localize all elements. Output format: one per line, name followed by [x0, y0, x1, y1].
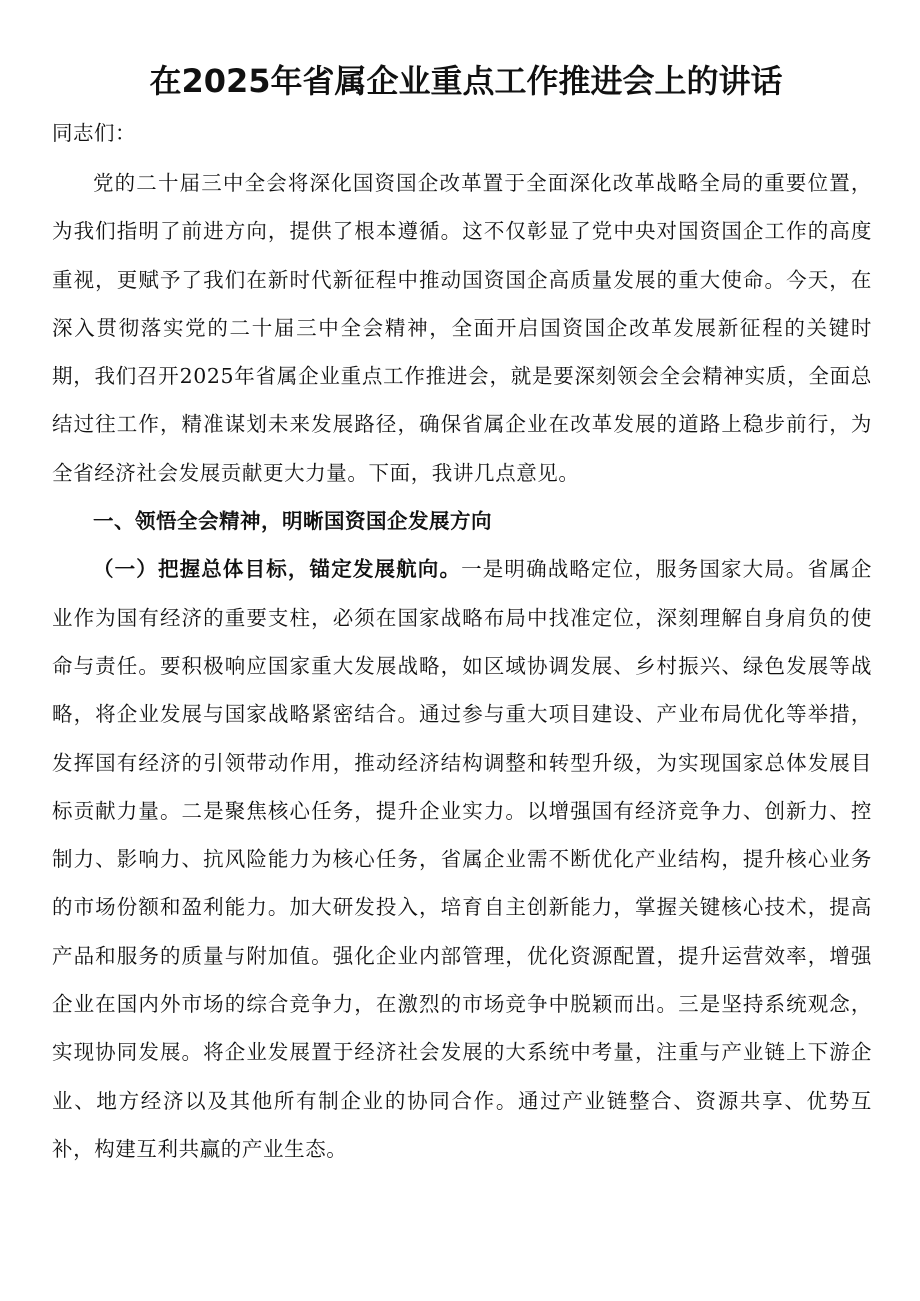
subsection-body-1: 一是明确战略定位，服务国家大局。省属企业作为国有经济的重要支柱，必须在国家战略布局中找准定位，深刻理解自身肩负的使命与责任。要积极响应国家重大发展战略，如区域协调发展、乡村振兴、绿色发展等战略，将企业发展与国家战略紧密结合。通过参与重大项目建设、产业布局优化等举措，发挥国有经济的引领带动作用，推动经济结构调整和转型升级，为实现国家总体发展目标贡献力量。二是聚焦核心任务，提升企业实力。以增强国有经济竞争力、创新力、控制力、影响力、抗风险能力为核心任务，省属企业需不断优化产业结构，提升核心业务的市场份额和盈利能力。加大研发投入，培育自主创新能力，掌握关键核心技术，提高产品和服务的质量与附加值。强化企业内部管理，优化资源配置，提升运营效率，增强企业在国内外市场的综合竞争力，在激烈的市场竞争中脱颖而出。三是坚持系统观念，实现协同发展。将企业发展置于经济社会发展的大系统中考量，注重与产业链上下游企业、地方经济以及其他所有制企业的协同合作。通过产业链整合、资源共享、优势互补，构建互利共赢的产业生态。	[52, 557, 872, 1161]
intro-paragraph: 党的二十届三中全会将深化国资国企改革置于全面深化改革战略全局的重要位置，为我们指明了前进方向，提供了根本遵循。这不仅彰显了党中央对国资国企工作的高度重视，更赋予了我们在新时代新征程中推动国资国企高质量发展的重大使命。今天，在深入贯彻落实党的二十届三中全会精神，全面开启国资国企改革发展新征程的关键时期，我们召开2025年省属企业重点工作推进会，就是要深刻领会全会精神实质，全面总结过往工作，精准谋划未来发展路径，确保省属企业在改革发展的道路上稳步前行，为全省经济社会发展贡献更大力量。下面，我讲几点意见。	[52, 171, 872, 485]
salutation: 同志们：	[52, 121, 136, 145]
subsection-lead-1: （一）把握总体目标，锚定发展航向。	[93, 557, 462, 582]
document-page	[52, 58, 872, 1173]
section-heading-1: 一、领悟全会精神，明晰国资国企发展方向	[93, 509, 492, 534]
subsection-paragraph-1	[52, 545, 872, 1173]
document-title: 在2025年省属企业重点工作推进会上的讲话	[149, 62, 783, 100]
